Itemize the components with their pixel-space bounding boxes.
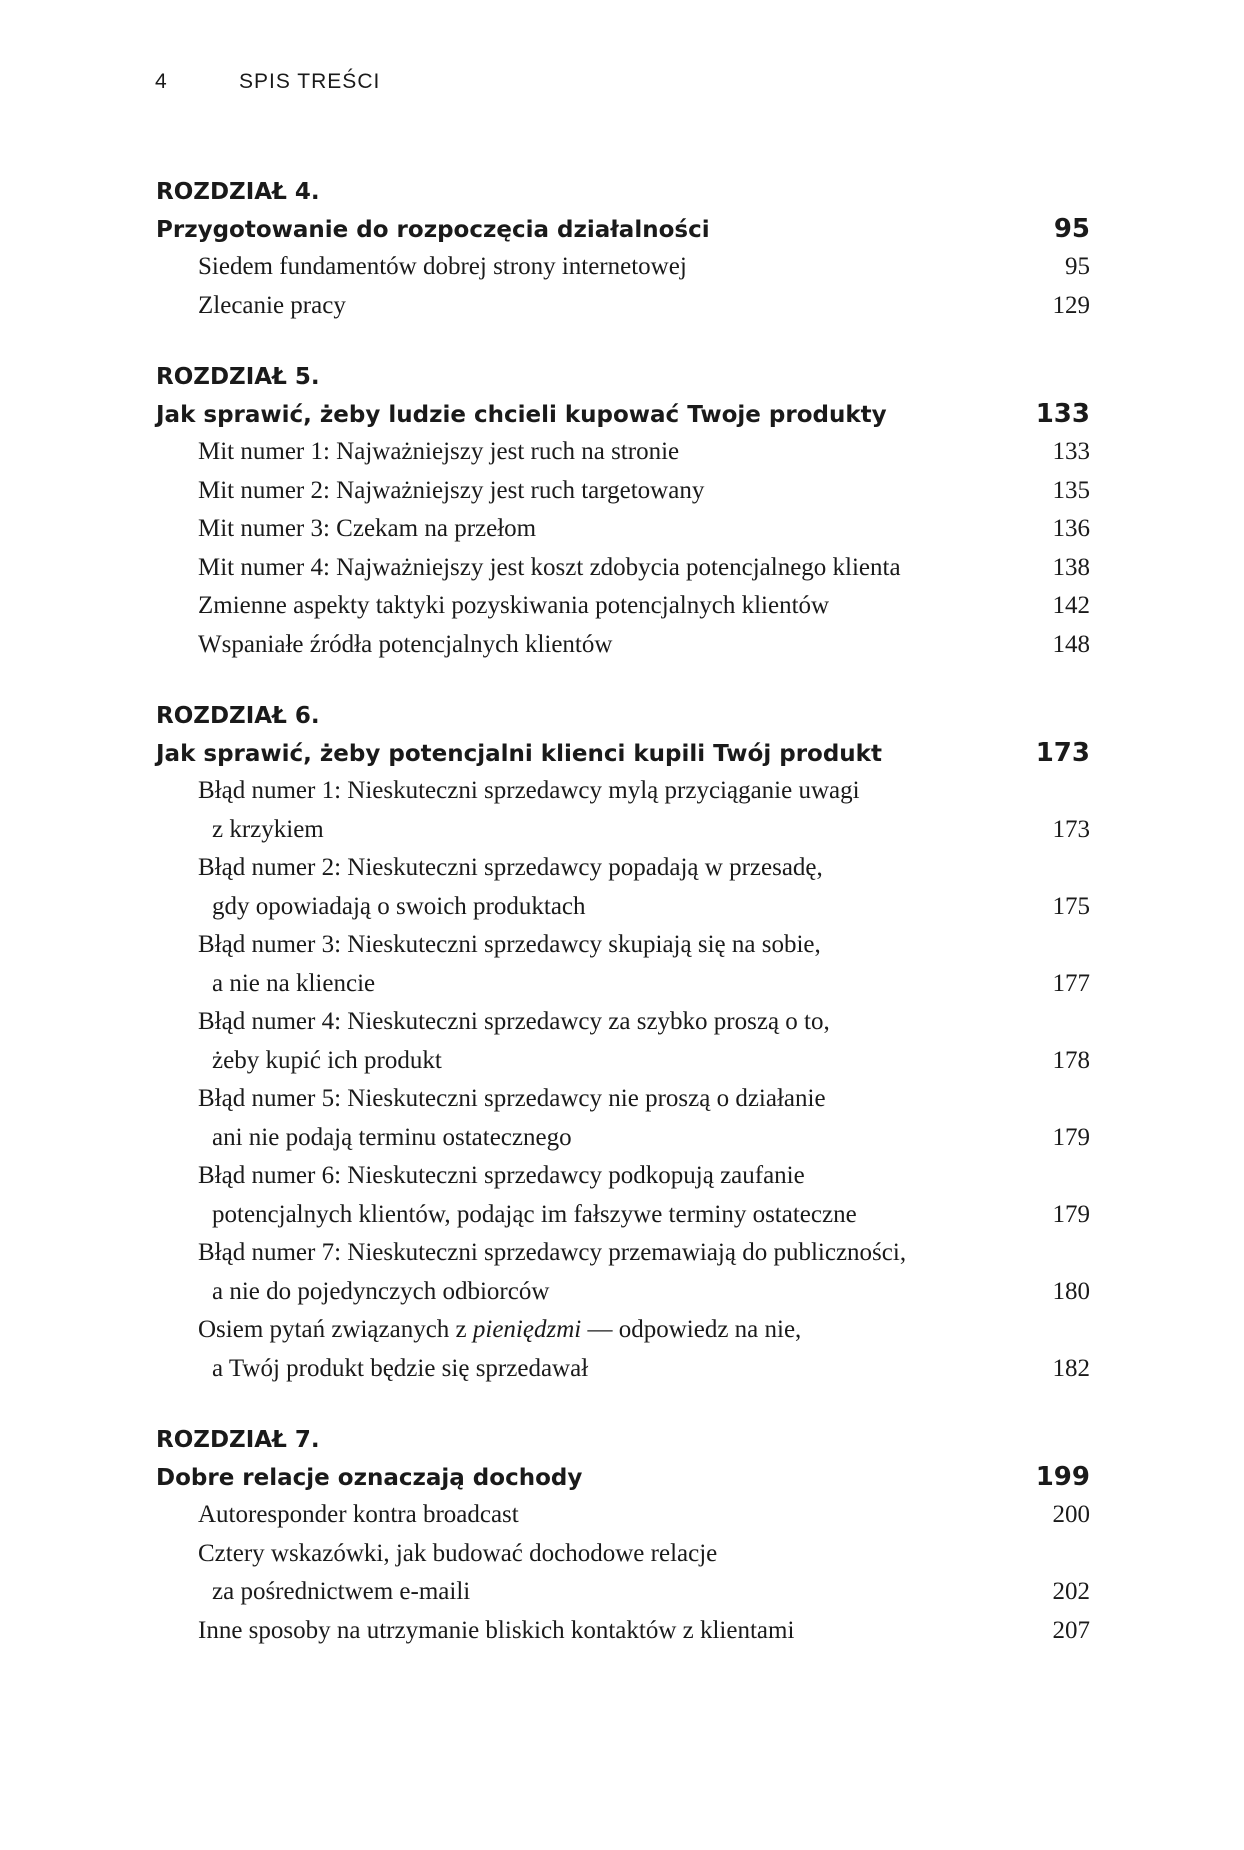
- toc-entry[interactable]: [156, 849, 1090, 926]
- entry-page: 138: [1052, 553, 1090, 581]
- toc-entry[interactable]: [156, 1003, 1090, 1080]
- entry-page: 178: [1052, 1046, 1090, 1074]
- entry-line: Wspaniałe źródła potencjalnych klientów: [198, 630, 613, 658]
- entry-line: Mit numer 2: Najważniejszy jest ruch targetowany: [198, 476, 705, 504]
- chapter-title: Jak sprawić, żeby potencjalni klienci kupili Twój produkt: [156, 741, 882, 767]
- entry-line: Błąd numer 2: Nieskuteczni sprzedawcy popadają w przesadę,: [198, 854, 823, 881]
- entry-text: [198, 1496, 519, 1535]
- toc-entry[interactable]: [156, 1311, 1090, 1388]
- toc-entry[interactable]: [156, 510, 1090, 549]
- entry-text: [198, 772, 860, 849]
- toc-entry[interactable]: [156, 248, 1090, 287]
- toc-entry[interactable]: [156, 926, 1090, 1003]
- toc-entry[interactable]: [156, 1496, 1090, 1535]
- chapter-page: 173: [1035, 738, 1090, 768]
- toc-entry[interactable]: [156, 587, 1090, 626]
- entry-line: Błąd numer 4: Nieskuteczni sprzedawcy za szybko proszą o to,: [198, 1008, 830, 1035]
- chapter-page: 199: [1035, 1462, 1090, 1492]
- entry-line: Błąd numer 6: Nieskuteczni sprzedawcy podkopują zaufanie: [198, 1162, 805, 1189]
- entry-page: 133: [1052, 438, 1090, 465]
- entry-line: Zmienne aspekty taktyki pozyskiwania potencjalnych klientów: [198, 592, 830, 619]
- entry-text: [198, 549, 901, 588]
- entry-text: [198, 510, 536, 549]
- entry-line: Autoresponder kontra broadcast: [198, 1501, 519, 1528]
- entry-continuation-line: potencjalnych klientów, podając im fałszywe terminy ostateczne: [212, 1200, 857, 1228]
- entry-continuation-line: z krzykiem: [212, 815, 324, 843]
- entry-continuation-line: a nie do pojedynczych odbiorców: [212, 1277, 550, 1305]
- entry-page: 142: [1052, 592, 1090, 619]
- entry-continuation-line: a Twój produkt będzie się sprzedawał: [212, 1354, 589, 1382]
- toc-entry[interactable]: [156, 1535, 1090, 1612]
- entry-continuation-line: a nie na kliencie: [212, 969, 376, 997]
- chapter-title-row[interactable]: [156, 210, 1090, 248]
- entry-text: [198, 248, 687, 287]
- entry-page: 129: [1052, 291, 1090, 319]
- chapter-title-row[interactable]: [156, 1458, 1090, 1496]
- chapter-title: Przygotowanie do rozpoczęcia działalności: [156, 217, 710, 243]
- entry-text: [198, 626, 612, 665]
- entry-text: [198, 287, 346, 326]
- entry-page: 175: [1052, 892, 1090, 920]
- entry-continuation-line: gdy opowiadają o swoich produktach: [212, 892, 586, 920]
- toc-entry[interactable]: [156, 433, 1090, 472]
- entry-text: [198, 1234, 906, 1311]
- entry-continuation-line: ani nie podają terminu ostatecznego: [212, 1123, 572, 1151]
- entry-line: Cztery wskazówki, jak budować dochodowe relacje: [198, 1539, 718, 1567]
- toc-entry[interactable]: [156, 1080, 1090, 1157]
- chapter-title: Dobre relacje oznaczają dochody: [156, 1465, 583, 1491]
- entry-line: Błąd numer 1: Nieskuteczni sprzedawcy mylą przyciąganie uwagi: [198, 777, 860, 804]
- entry-line: Błąd numer 5: Nieskuteczni sprzedawcy nie proszą o działanie: [198, 1085, 826, 1112]
- entry-text: [198, 1612, 794, 1651]
- entry-continuation-line: żeby kupić ich produkt: [212, 1046, 442, 1074]
- toc-entry[interactable]: [156, 1157, 1090, 1234]
- entry-text: [198, 472, 704, 511]
- entry-text: [198, 1003, 830, 1080]
- chapter-title-row[interactable]: [156, 734, 1090, 772]
- toc-entry[interactable]: [156, 472, 1090, 511]
- entry-page: 135: [1052, 476, 1090, 504]
- entry-page: 202: [1052, 1578, 1090, 1605]
- entry-page: 136: [1052, 515, 1090, 542]
- entry-line: Mit numer 4: Najważniejszy jest koszt zdobycia potencjalnego klienta: [198, 553, 901, 581]
- chapter-title-row[interactable]: [156, 395, 1090, 433]
- chapter-section: [156, 359, 1090, 664]
- toc-entry[interactable]: [156, 772, 1090, 849]
- entry-text: [198, 1157, 857, 1234]
- chapter-title: Jak sprawić, żeby ludzie chcieli kupować Twoje produkty: [156, 402, 887, 428]
- entry-page: 180: [1052, 1277, 1090, 1305]
- toc-entry[interactable]: [156, 626, 1090, 665]
- entry-text: [198, 433, 679, 472]
- chapter-section: [156, 1422, 1090, 1650]
- chapter-number: ROZDZIAŁ 6.: [156, 703, 320, 729]
- chapter-number: ROZDZIAŁ 5.: [156, 364, 320, 390]
- entry-line: Osiem pytań związanych z pieniędzmi — odpowiedz na nie,: [198, 1316, 802, 1343]
- entry-line: Mit numer 1: Najważniejszy jest ruch na stronie: [198, 438, 680, 465]
- entry-line: Inne sposoby na utrzymanie bliskich kontaktów z klientami: [198, 1616, 795, 1644]
- entry-page: 148: [1052, 630, 1090, 658]
- entry-page: 207: [1052, 1616, 1090, 1644]
- entry-page: 200: [1052, 1501, 1090, 1528]
- toc-entry[interactable]: [156, 287, 1090, 326]
- page-number: 4: [155, 70, 168, 93]
- chapter-section: [156, 174, 1090, 325]
- entry-line: Mit numer 3: Czekam na przełom: [198, 515, 537, 542]
- chapter-page: 95: [1053, 214, 1090, 244]
- entry-line: Siedem fundamentów dobrej strony internetowej: [198, 253, 687, 280]
- entry-text: [198, 1080, 826, 1157]
- entry-page: 182: [1052, 1354, 1090, 1382]
- entry-page: 179: [1052, 1123, 1090, 1151]
- entry-page: 95: [1065, 253, 1090, 280]
- entry-text: [198, 849, 823, 926]
- entry-page: 177: [1052, 969, 1090, 997]
- running-header: [155, 70, 380, 94]
- entry-line: Zlecanie pracy: [198, 291, 346, 319]
- entry-text: [198, 587, 829, 626]
- entry-text: [198, 1311, 801, 1388]
- entry-page: 179: [1052, 1200, 1090, 1228]
- toc-entry[interactable]: [156, 549, 1090, 588]
- toc-entry[interactable]: [156, 1234, 1090, 1311]
- entry-page: 173: [1052, 815, 1090, 843]
- chapter-number: ROZDZIAŁ 4.: [156, 179, 320, 205]
- toc-entry[interactable]: [156, 1612, 1090, 1651]
- chapter-number: ROZDZIAŁ 7.: [156, 1427, 320, 1453]
- table-of-contents: [156, 174, 1090, 1684]
- running-title: SPIS TREŚCI: [239, 70, 381, 93]
- entry-text: [198, 1535, 717, 1612]
- entry-text: [198, 926, 821, 1003]
- chapter-section: [156, 698, 1090, 1388]
- chapter-page: 133: [1035, 399, 1090, 429]
- entry-line: Błąd numer 3: Nieskuteczni sprzedawcy skupiają się na sobie,: [198, 931, 821, 958]
- entry-continuation-line: za pośrednictwem e-maili: [212, 1578, 471, 1605]
- entry-line: Błąd numer 7: Nieskuteczni sprzedawcy przemawiają do publiczności,: [198, 1239, 907, 1266]
